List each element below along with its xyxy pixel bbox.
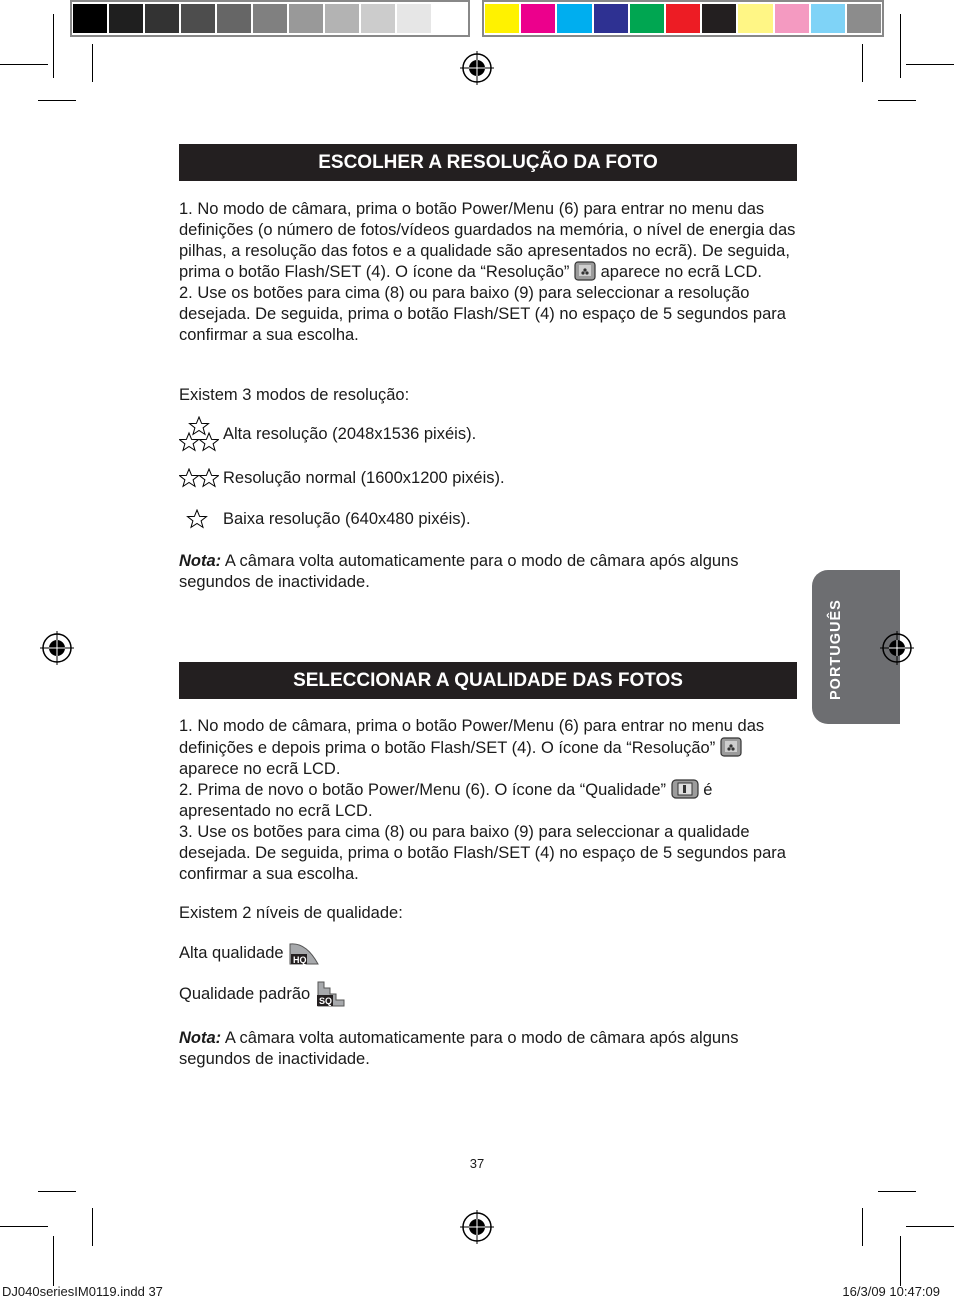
color-swatch [594, 4, 628, 33]
resolution-icon [574, 261, 596, 281]
crop-mark [38, 100, 76, 101]
registration-mark-icon [460, 51, 494, 85]
crop-mark [862, 44, 863, 82]
step1-text: 1. No modo de câmara, prima o botão Power/Menu (6) para entrar no menu das definições e depois prima o botão Flash/SET (4). O ícone da “Resolução” [179, 717, 765, 757]
step1-text-end: aparece no ecrã LCD. [179, 759, 341, 778]
color-swatch [630, 4, 664, 33]
process-color-bar [482, 0, 884, 37]
mode-normal-row [179, 467, 505, 489]
crop-mark [53, 1236, 54, 1286]
color-swatch [485, 4, 519, 33]
color-swatch [289, 4, 323, 33]
registration-mark-icon [880, 631, 914, 665]
color-swatch [666, 4, 700, 33]
grayscale-color-bar [70, 0, 470, 37]
color-swatch [557, 4, 591, 33]
crop-mark [900, 1236, 901, 1286]
footer-timestamp: 16/3/09 10:47:09 [842, 1284, 940, 1299]
color-swatch [738, 4, 772, 33]
crop-mark [53, 14, 54, 78]
color-swatch [145, 4, 179, 33]
mode-low-label: Baixa resolução (640x480 pixéis). [223, 510, 471, 528]
crop-mark [906, 1226, 954, 1227]
standard-quality-icon [314, 980, 346, 1008]
mode-high-row [179, 416, 476, 452]
crop-mark [878, 1191, 916, 1192]
crop-mark [38, 1191, 76, 1192]
section-heading-quality: SELECCIONAR A QUALIDADE DAS FOTOS [179, 662, 797, 699]
registration-mark-icon [460, 1210, 494, 1244]
section-heading-resolution: ESCOLHER A RESOLUÇÃO DA FOTO [179, 144, 797, 181]
step2-text-end: é apresentado no ecrã LCD. [179, 781, 713, 821]
color-swatch [521, 4, 555, 33]
mode-low-row [179, 508, 471, 530]
crop-mark [0, 1226, 48, 1227]
one-star-icon [179, 509, 219, 529]
color-swatch [253, 4, 287, 33]
modes-intro: Existem 3 modos de resolução: [179, 386, 410, 404]
color-swatch [702, 4, 736, 33]
quality-instructions [179, 716, 801, 884]
levels-intro: Existem 2 níveis de qualidade: [179, 904, 403, 922]
note-text: A câmara volta automaticamente para o modo de câmara após alguns segundos de inactividade. [179, 1029, 739, 1068]
high-quality-icon [288, 940, 320, 966]
mode-high-label: Alta resolução (2048x1536 pixéis). [223, 425, 477, 443]
three-stars-icon [179, 416, 219, 452]
step2-text: 2. Prima de novo o botão Power/Menu (6). O ícone da “Qualidade” [179, 781, 667, 800]
language-tab-label: PORTUGUÊS [828, 599, 844, 700]
color-swatch [433, 4, 467, 33]
note-label: Nota: [179, 1029, 222, 1047]
step3-text: 3. Use os botões para cima (8) ou para baixo (9) para seleccionar a qualidade desejada. De seguida, prima o botão Flash/SET (4) no espaço de 5 segundos para confirmar a sua escolha. [179, 822, 786, 883]
color-swatch [217, 4, 251, 33]
svg-text:SQ: SQ [319, 996, 333, 1006]
color-swatch [811, 4, 845, 33]
quality-icon [671, 779, 699, 799]
crop-mark [900, 14, 901, 78]
color-swatch [73, 4, 107, 33]
step2-text: 2. Use os botões para cima (8) ou para baixo (9) para seleccionar a resolução desejada. De seguida, prima o botão Flash/SET (4) no espaço de 5 segundos para confirmar a sua escolha. [179, 284, 786, 344]
level-std-row [179, 980, 346, 1008]
color-swatch [775, 4, 809, 33]
color-swatch [397, 4, 431, 33]
crop-mark [906, 64, 954, 65]
color-swatch [325, 4, 359, 33]
crop-mark [92, 44, 93, 82]
quality-note [179, 1028, 801, 1070]
footer-filename: DJ040seriesIM0119.indd 37 [2, 1284, 163, 1299]
resolution-note [179, 551, 801, 593]
color-swatch [109, 4, 143, 33]
resolution-instructions [179, 199, 801, 346]
crop-mark [92, 1208, 93, 1246]
registration-mark-icon [40, 631, 74, 665]
crop-mark [862, 1208, 863, 1246]
crop-mark [0, 64, 48, 65]
note-label: Nota: [179, 552, 222, 570]
note-text: A câmara volta automaticamente para o modo de câmara após alguns segundos de inactividade. [179, 552, 739, 591]
color-swatch [181, 4, 215, 33]
svg-text:HQ: HQ [292, 955, 307, 965]
step1-text-end: aparece no ecrã LCD. [600, 263, 763, 282]
color-swatch [361, 4, 395, 33]
crop-mark [878, 100, 916, 101]
color-swatch [847, 4, 881, 33]
page-number: 37 [469, 1156, 485, 1171]
two-stars-icon [179, 468, 219, 488]
level-high-label: Alta qualidade [179, 944, 284, 962]
resolution-icon [720, 737, 742, 757]
mode-normal-label: Resolução normal (1600x1200 pixéis). [223, 469, 505, 487]
level-std-label: Qualidade padrão [179, 985, 311, 1003]
step1-text: 1. No modo de câmara, prima o botão Power/Menu (6) para entrar no menu das definições (o número de fotos/vídeos guardados na memória, o nível de energia das pilhas, a resolução das fotos e a qualidade são apresentados no ecrã). De seguida, prima o botão Flash/SET (4). O ícone da “Resolução” [179, 200, 796, 282]
level-high-row [179, 940, 320, 966]
